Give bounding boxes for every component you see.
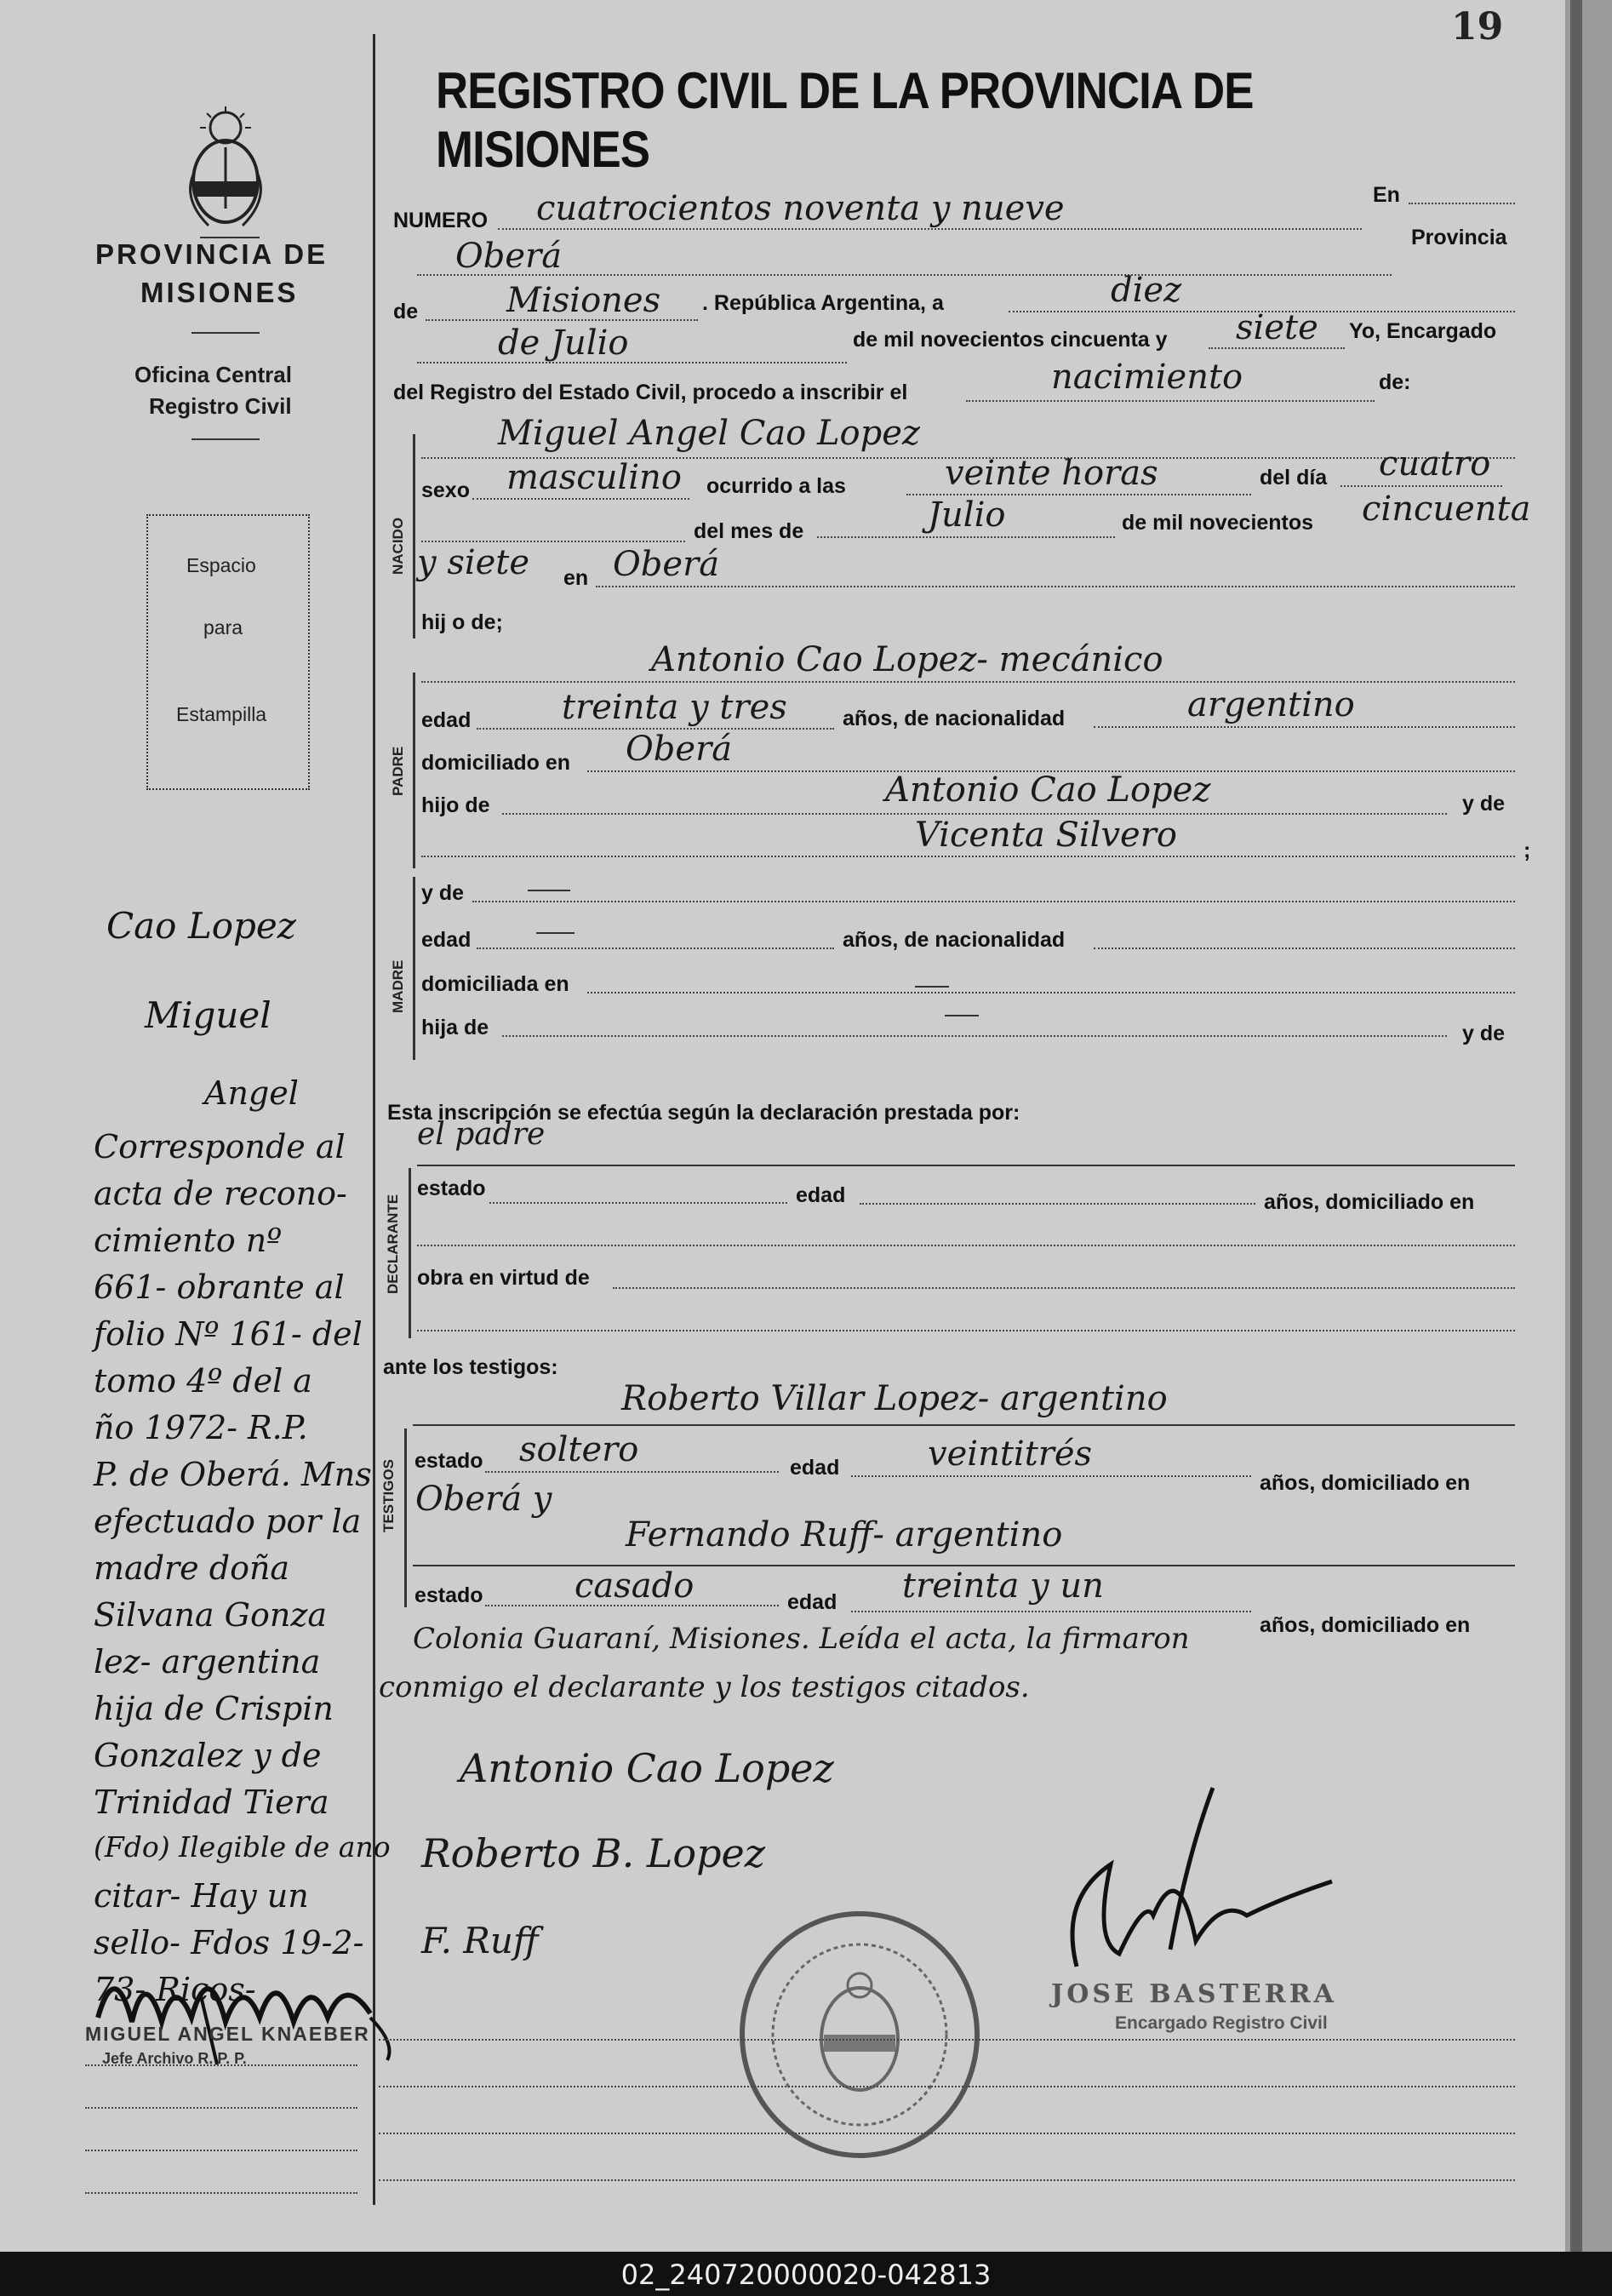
section-bracket-madre <box>413 877 415 1060</box>
field-line <box>85 2192 357 2194</box>
section-bracket-padre <box>413 673 415 868</box>
label-edad-t2: edad <box>787 1590 837 1614</box>
section-tag-padre: PADRE <box>390 746 406 796</box>
value-mes-nac: Julio <box>928 495 1006 535</box>
signature-testigo-1: Roberto B. Lopez <box>421 1830 765 1876</box>
label-anos-domiciliado: años, domiciliado en <box>1264 1190 1475 1214</box>
value-abuela: Vicenta Silvero <box>915 816 1177 855</box>
official-seal-icon <box>732 1907 987 2162</box>
document-title: REGISTRO CIVIL DE LA PROVINCIA DE MISIONES <box>436 62 1254 178</box>
label-anos-dom-t1: años, domiciliado en <box>1260 1471 1471 1495</box>
field-line <box>851 1611 1251 1612</box>
value-abuelo: Antonio Cao Lopez <box>885 770 1211 810</box>
label-de-colon: de: <box>1379 370 1411 394</box>
field-line <box>1094 948 1515 949</box>
label-estado: estado <box>417 1177 486 1200</box>
officer-title: Encargado Registro Civil <box>1115 2013 1328 2033</box>
margin-note: cimiento nº <box>94 1222 283 1259</box>
field-line <box>421 541 685 542</box>
section-bracket-nacido <box>413 434 415 638</box>
value-lugar-nac: Oberá <box>613 545 720 584</box>
value-edad-padre: treinta y tres <box>562 688 787 727</box>
section-tag-madre: MADRE <box>390 959 406 1013</box>
value-declarante: el padre <box>417 1117 546 1152</box>
field-line <box>379 2179 1515 2181</box>
margin-note: acta de recono- <box>94 1175 347 1212</box>
label-del-dia: del día <box>1260 466 1328 490</box>
margin-note-surname: Cao Lopez <box>106 905 296 947</box>
label-domiciliada-en: domiciliada en <box>421 972 569 996</box>
margin-note: madre doña <box>94 1549 290 1587</box>
label-provincia: Provincia <box>1411 226 1507 249</box>
value-anio-nac-2: y siete <box>417 543 530 582</box>
field-line <box>85 2064 357 2066</box>
margin-note: folio Nº 161- del <box>94 1315 363 1353</box>
margin-note: tomo 4º del a <box>94 1362 312 1400</box>
label-ante-testigos: ante los testigos: <box>383 1355 558 1379</box>
label-anos-nac: años, de nacionalidad <box>843 707 1066 730</box>
field-line <box>421 856 1515 857</box>
stamp-box <box>146 514 310 790</box>
label-ocurrido: ocurrido a las <box>706 474 846 498</box>
label-edad-decl: edad <box>796 1183 846 1207</box>
label-del-registro: del Registro del Estado Civil, procedo a inscribir el <box>393 381 908 404</box>
value-anio-nac-1: cincuenta <box>1362 490 1531 529</box>
value-dom-t2: Colonia Guaraní, Misiones. Leída el acta, la firmaron <box>413 1622 1190 1656</box>
value-dom-t1: Oberá y <box>415 1480 552 1519</box>
field-line <box>502 1035 1447 1037</box>
margin-note: Trinidad Tiera <box>94 1784 329 1821</box>
margin-note: sello- Fdos 19-2- <box>94 1924 364 1961</box>
dash-mark <box>536 932 574 934</box>
scan-footer <box>0 2252 1612 2296</box>
margin-note: (Fdo) Ilegible de ano <box>94 1830 391 1864</box>
field-line <box>472 498 689 500</box>
stamp-box-line-2: para <box>203 616 243 638</box>
field-line <box>1409 203 1515 204</box>
office-line-1: Oficina Central <box>134 362 292 387</box>
field-line <box>1340 485 1502 487</box>
signature-padre: Antonio Cao Lopez <box>460 1745 834 1791</box>
value-testigo-1: Roberto Villar Lopez- argentino <box>621 1379 1168 1418</box>
section-tag-testigos: TESTIGOS <box>380 1459 397 1532</box>
footer-code: 02_240720000020-042813 <box>620 2259 992 2291</box>
value-padre: Antonio Cao Lopez- mecánico <box>651 640 1163 679</box>
label-y-de-madre: y de <box>421 881 465 905</box>
dash-mark <box>528 890 570 891</box>
label-republica: . República Argentina, a <box>702 291 944 315</box>
province-heading-1: PROVINCIA DE <box>95 238 329 270</box>
margin-note: hija de Crispin <box>94 1690 334 1727</box>
stamp-box-line-3: Estampilla <box>176 703 267 725</box>
label-estado-t1: estado <box>414 1449 483 1473</box>
margin-note: Angel <box>204 1074 299 1112</box>
stamp-box-line-1: Espacio <box>186 554 256 576</box>
margin-note: P. de Oberá. Mns <box>94 1456 372 1493</box>
label-obra-virtud: obra en virtud de <box>417 1266 590 1290</box>
label-y-de-2: y de <box>1462 1022 1506 1045</box>
section-rule <box>413 1424 1515 1426</box>
label-numero: NUMERO <box>393 209 489 232</box>
label-hijo-de-padre: hijo de <box>421 793 490 817</box>
label-mil-cincuenta: de mil novecientos cincuenta y <box>853 328 1168 352</box>
value-edad-t1: veintitrés <box>928 1434 1093 1474</box>
field-line <box>417 362 847 364</box>
value-provincia: Misiones <box>506 281 661 320</box>
label-hija-de: hija de <box>421 1016 489 1039</box>
section-tag-nacido: NACIDO <box>390 517 406 575</box>
label-yo-encargado: Yo, Encargado <box>1349 319 1497 343</box>
field-line <box>85 2107 357 2109</box>
value-acto: nacimiento <box>1051 358 1243 397</box>
section-rule <box>417 1165 1515 1166</box>
label-inscripcion: Esta inscripción se efectúa según la declaración prestada por: <box>387 1101 1020 1125</box>
margin-note: citar- Hay un <box>94 1877 309 1915</box>
province-heading-2: MISIONES <box>140 277 299 308</box>
sidebar-rule <box>191 332 260 334</box>
value-cierre: conmigo el declarante y los testigos citados. <box>379 1670 1030 1704</box>
margin-note: lez- argentina <box>94 1643 321 1680</box>
label-domiciliado-en: domiciliado en <box>421 751 571 775</box>
label-edad-padre: edad <box>421 708 472 732</box>
value-testigo-2: Fernando Ruff- argentino <box>626 1515 1063 1555</box>
archive-officer-name: MIGUEL ANGEL KNAEBER <box>85 2023 370 2045</box>
page-number: 19 <box>1451 5 1504 49</box>
field-line <box>851 1475 1251 1477</box>
margin-note: Gonzalez y de <box>94 1737 322 1774</box>
label-anos-dom-t2: años, domiciliado en <box>1260 1613 1471 1637</box>
margin-note: Corresponde al <box>94 1128 346 1165</box>
field-line <box>379 2039 1515 2041</box>
label-estado-t2: estado <box>414 1583 483 1607</box>
field-line <box>472 901 1515 902</box>
section-bracket-testigos <box>404 1429 407 1607</box>
field-line <box>613 1287 1515 1289</box>
value-dom-padre: Oberá <box>626 730 733 769</box>
dash-mark <box>945 1015 979 1016</box>
field-line <box>417 1245 1515 1246</box>
field-line <box>485 1471 779 1473</box>
coat-of-arms-icon <box>183 106 268 230</box>
value-hora: veinte horas <box>945 454 1158 493</box>
margin-note: efectuado por la <box>94 1503 362 1540</box>
field-line <box>477 948 834 949</box>
value-estado-t2: casado <box>574 1566 695 1606</box>
label-semicolon: ; <box>1523 839 1531 862</box>
value-estado-t1: soltero <box>519 1430 639 1469</box>
field-line <box>421 681 1515 683</box>
archive-officer-title: Jefe Archivo R. P. P. <box>102 2050 247 2067</box>
value-mes: de Julio <box>498 324 629 363</box>
label-edad-t1: edad <box>790 1456 840 1480</box>
label-sexo: sexo <box>421 478 470 502</box>
field-line <box>498 228 1362 230</box>
section-bracket-declarante <box>409 1168 411 1338</box>
field-line <box>85 2150 357 2151</box>
officer-signature <box>1043 1771 1358 1975</box>
field-line <box>417 1330 1515 1331</box>
label-en-lugar: en <box>563 566 589 590</box>
field-line <box>489 1202 787 1204</box>
field-line <box>379 2086 1515 2087</box>
margin-divider <box>373 34 375 2205</box>
label-y-de: y de <box>1462 792 1506 816</box>
field-line <box>379 2133 1515 2134</box>
value-dia: diez <box>1111 271 1182 310</box>
value-edad-t2: treinta y un <box>902 1566 1104 1606</box>
value-dia-nac: cuatro <box>1379 444 1491 484</box>
label-de: de <box>393 300 419 324</box>
value-numero: cuatrocientos noventa y nueve <box>536 189 1065 228</box>
label-del-mes: del mes de <box>694 519 804 543</box>
officer-name: JOSE BASTERRA <box>1051 1979 1337 2009</box>
sidebar-rule <box>191 438 260 440</box>
field-line <box>860 1203 1255 1205</box>
field-line <box>1209 347 1345 349</box>
label-anos-nac-madre: años, de nacionalidad <box>843 928 1066 952</box>
margin-note-name: Miguel <box>145 994 272 1036</box>
label-en: En <box>1373 183 1400 207</box>
field-line <box>587 992 1515 993</box>
label-hijo-de: hij o de; <box>421 610 503 634</box>
signature-testigo-2: F. Ruff <box>421 1920 539 1961</box>
value-nac-padre: argentino <box>1187 685 1355 724</box>
value-sexo: masculino <box>506 458 682 497</box>
margin-note: 73- Ricos- <box>94 1971 256 2008</box>
value-nombre: Miguel Angel Cao Lopez <box>498 414 920 453</box>
field-line <box>596 586 1515 587</box>
office-line-2: Registro Civil <box>149 393 292 419</box>
dash-mark <box>915 986 949 988</box>
field-line <box>966 400 1375 402</box>
field-line <box>417 274 1392 276</box>
label-edad-madre: edad <box>421 928 472 952</box>
field-line <box>817 536 1115 538</box>
section-tag-declarante: DECLARANTE <box>385 1194 401 1294</box>
binding-edge <box>1565 0 1612 2252</box>
margin-note: 661- obrante al <box>94 1268 345 1306</box>
margin-note: Silvana Gonza <box>94 1596 328 1634</box>
field-line <box>502 813 1447 815</box>
label-mil-novecientos: de mil novecientos <box>1122 511 1314 535</box>
value-localidad: Oberá <box>455 237 563 276</box>
field-line <box>1094 726 1515 728</box>
margin-note: ño 1972- R.P. <box>94 1409 308 1446</box>
value-anio: siete <box>1236 308 1318 347</box>
